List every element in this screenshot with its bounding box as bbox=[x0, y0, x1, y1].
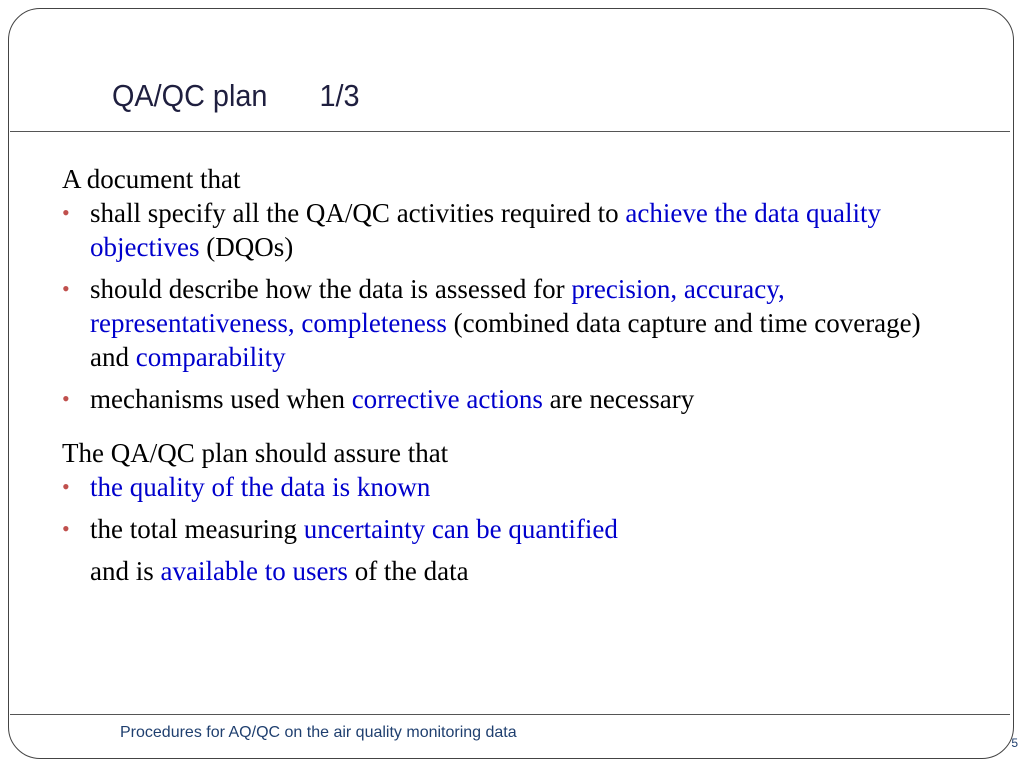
section-1-list bbox=[62, 196, 962, 416]
slide-body bbox=[62, 162, 962, 588]
text: shall specify all the QA/QC activities required to bbox=[90, 198, 626, 228]
text: of the data bbox=[347, 556, 469, 586]
list-item bbox=[62, 272, 962, 374]
bullet-icon: • bbox=[62, 276, 70, 301]
section-1-intro: A document that bbox=[62, 164, 241, 194]
highlight-text: available to users bbox=[160, 556, 348, 586]
text: (DQOs) bbox=[199, 232, 294, 262]
highlight-text: uncertainty can be quantified bbox=[303, 514, 618, 544]
bullet-icon: • bbox=[62, 386, 70, 411]
text: mechanisms used when bbox=[90, 384, 352, 414]
list-item bbox=[62, 382, 962, 416]
list-item bbox=[62, 470, 962, 504]
highlight-text: the quality of the data is known bbox=[90, 472, 431, 502]
text: the total measuring bbox=[90, 514, 304, 544]
list-item bbox=[62, 196, 962, 264]
highlight-text: achieve the data quality objectives bbox=[90, 198, 881, 262]
highlight-text: comparability bbox=[135, 342, 286, 372]
text: are necessary bbox=[542, 384, 695, 414]
footer-divider bbox=[10, 714, 1010, 715]
title-divider bbox=[10, 131, 1010, 132]
title-text: QA/QC plan bbox=[112, 78, 268, 113]
bullet-icon: • bbox=[62, 474, 70, 499]
bullet-icon: • bbox=[62, 516, 70, 541]
section-2-list bbox=[62, 470, 962, 546]
highlight-text: corrective actions bbox=[351, 384, 543, 414]
continuation-line bbox=[62, 554, 962, 588]
footer-text: Procedures for AQ/QC on the air quality monitoring data bbox=[120, 724, 517, 741]
slide-title bbox=[112, 78, 360, 114]
list-item bbox=[62, 512, 962, 546]
page-number: 5 bbox=[1011, 736, 1018, 750]
title-page-fraction: 1/3 bbox=[319, 78, 360, 113]
section-2-intro: The QA/QC plan should assure that bbox=[62, 438, 449, 468]
bullet-icon: • bbox=[62, 200, 70, 225]
text: (combined data capture and time coverage) and bbox=[90, 308, 921, 372]
text: and is bbox=[90, 556, 161, 586]
highlight-text: precision, accuracy, representativeness, completeness bbox=[90, 274, 785, 338]
text: should describe how the data is assessed for bbox=[90, 274, 572, 304]
